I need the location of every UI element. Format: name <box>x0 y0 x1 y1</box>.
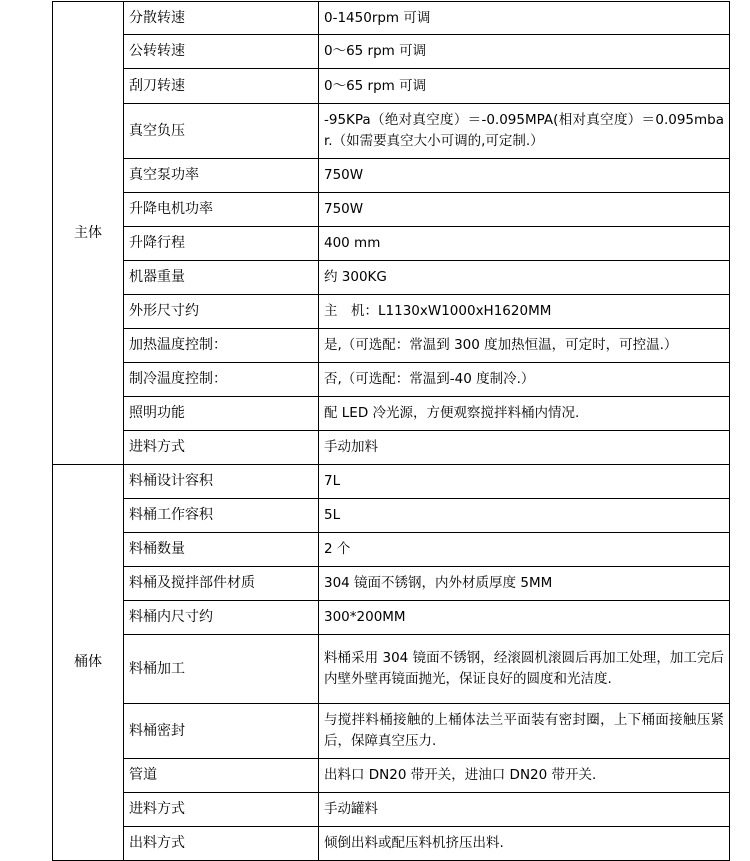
table-row <box>53 295 730 329</box>
group-label-main: 主体 <box>53 2 124 465</box>
param-cell: 料桶数量 <box>124 533 319 567</box>
param-cell: 进料方式 <box>124 793 319 827</box>
value-cell: 5L <box>319 499 730 533</box>
table-row <box>53 69 730 104</box>
param-cell: 公转转速 <box>124 35 319 69</box>
table-row <box>53 35 730 69</box>
value-cell: 0-1450rpm 可调 <box>319 2 730 35</box>
table-row <box>53 465 730 499</box>
value-cell: 与搅拌料桶接触的上桶体法兰平面装有密封圈，上下桶面接触压紧后，保障真空压力. <box>319 704 730 759</box>
value-cell: 750W <box>319 193 730 227</box>
table-row <box>53 827 730 861</box>
param-cell: 料桶内尺寸约 <box>124 601 319 635</box>
param-cell: 料桶密封 <box>124 704 319 759</box>
table-row <box>53 363 730 397</box>
param-cell: 料桶加工 <box>124 635 319 704</box>
value-cell: 主 机：L1130xW1000xH1620MM <box>319 295 730 329</box>
value-cell: 手动加料 <box>319 431 730 465</box>
table-row <box>53 329 730 363</box>
value-cell: 0～65 rpm 可调 <box>319 69 730 104</box>
value-cell: 2 个 <box>319 533 730 567</box>
value-cell: 是,（可选配：常温到 300 度加热恒温，可定时，可控温.） <box>319 329 730 363</box>
value-cell: 配 LED 冷光源，方便观察搅拌料桶内情况. <box>319 397 730 431</box>
table-row <box>53 261 730 295</box>
table-row <box>53 601 730 635</box>
param-cell: 料桶设计容积 <box>124 465 319 499</box>
value-cell: 0～65 rpm 可调 <box>319 35 730 69</box>
table-row <box>53 104 730 159</box>
param-cell: 料桶工作容积 <box>124 499 319 533</box>
value-cell: 约 300KG <box>319 261 730 295</box>
value-cell: 300*200MM <box>319 601 730 635</box>
param-cell: 升降行程 <box>124 227 319 261</box>
table-row <box>53 793 730 827</box>
param-cell: 升降电机功率 <box>124 193 319 227</box>
table-row <box>53 431 730 465</box>
table-row <box>53 499 730 533</box>
param-cell: 机器重量 <box>124 261 319 295</box>
param-cell: 真空负压 <box>124 104 319 159</box>
value-cell: 倾倒出料或配压料机挤压出料. <box>319 827 730 861</box>
spec-table <box>52 1 730 861</box>
param-cell: 分散转速 <box>124 2 319 35</box>
value-cell: 料桶采用 304 镜面不锈钢，经滚圆机滚圆后再加工处理，加工完后内壁外壁再镜面抛光，保证良好的圆度和光洁度. <box>319 635 730 704</box>
table-row <box>53 635 730 704</box>
table-row <box>53 159 730 193</box>
value-cell: 400 mm <box>319 227 730 261</box>
param-cell: 进料方式 <box>124 431 319 465</box>
group-label-barrel: 桶体 <box>53 465 124 861</box>
table-row <box>53 227 730 261</box>
param-cell: 出料方式 <box>124 827 319 861</box>
table-row <box>53 704 730 759</box>
param-cell: 料桶及搅拌部件材质 <box>124 567 319 601</box>
value-cell: -95KPa（绝对真空度）＝-0.095MPA(相对真空度）＝0.095mbar.（如需要真空大小可调的,可定制.） <box>319 104 730 159</box>
param-cell: 加热温度控制： <box>124 329 319 363</box>
param-cell: 真空泵功率 <box>124 159 319 193</box>
param-cell: 照明功能 <box>124 397 319 431</box>
table-row <box>53 533 730 567</box>
table-row <box>53 2 730 35</box>
value-cell: 304 镜面不锈钢，内外材质厚度 5MM <box>319 567 730 601</box>
table-row <box>53 759 730 793</box>
table-row <box>53 397 730 431</box>
param-cell: 管道 <box>124 759 319 793</box>
value-cell: 7L <box>319 465 730 499</box>
value-cell: 750W <box>319 159 730 193</box>
param-cell: 外形尺寸约 <box>124 295 319 329</box>
value-cell: 出料口 DN20 带开关，进油口 DN20 带开关. <box>319 759 730 793</box>
param-cell: 刮刀转速 <box>124 69 319 104</box>
table-row <box>53 193 730 227</box>
value-cell: 否,（可选配：常温到-40 度制冷.） <box>319 363 730 397</box>
param-cell: 制冷温度控制： <box>124 363 319 397</box>
table-row <box>53 567 730 601</box>
value-cell: 手动罐料 <box>319 793 730 827</box>
